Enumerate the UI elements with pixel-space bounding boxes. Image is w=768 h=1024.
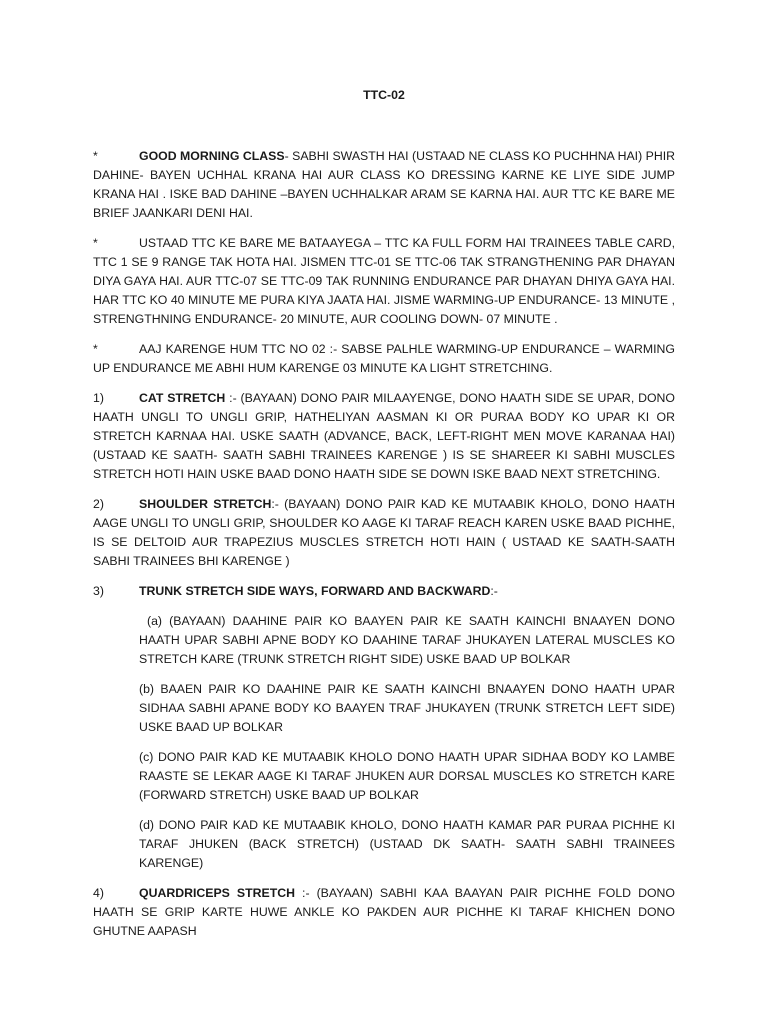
warmup-paragraph xyxy=(93,340,675,378)
item-number: 1) xyxy=(93,391,104,405)
item-text: :- (BAYAAN) DONO PAIR KAD KE MUTAABIK KHOLO, DONO HAATH AAGE UNGLI TO UNGLI GRIP, SHOULDER KO AAGE KI TARAF REACH KAREN USKE BAAD PICHHE, IS SE DELTOID AUR TRAPEZIUS MUSCLES STRETCH HOTI HAIN ( USTAAD KE SAATH-SAATH SABHI TRAINEES BHI KARENGE ) xyxy=(93,497,675,568)
sub-item-d: (d) DONO PAIR KAD KE MUTAABIK KHOLO, DONO HAATH KAMAR PAR PURAA PICHHE KI TARAF JHUKEN (BACK STRETCH) (USTAAD DK SAATH- SAATH SABHI TRAINEES KARENGE) xyxy=(139,818,675,870)
paragraph-text: USTAAD TTC KE BARE ME BATAAYEGA – TTC KA FULL FORM HAI TRAINEES TABLE CARD, TTC 1 SE 9 RANGE TAK HOTA HAI. JISMEN TTC-01 SE TTC-06 TAK STRANGTHENING PAR DHAYAN DIYA GAYA HAI. AUR TTC-07 SE TTC-09 TAK RUNNING ENDURANCE PAR DHAYAN DHIYA GAYA HAI. HAR TTC KO 40 MINUTE ME PURA KIYA JAATA HAI. JISME WARMING-UP ENDURANCE- 13 MINUTE , STRENGTHNING ENDURANCE- 20 MINUTE, AUR COOLING DOWN- 07 MINUTE . xyxy=(93,236,675,326)
document-page xyxy=(93,86,675,952)
sub-item-a: (a) (BAYAAN) DAAHINE PAIR KO BAAYEN PAIR KE SAATH KAINCHI BNAAYEN DONO HAATH UPAR SABHI APNE BODY KO DAAHINE TARAF JHUKAYEN LATERAL MUSCLES KO STRETCH KARE (TRUNK STRETCH RIGHT SIDE) USKE BAAD UP BOLKAR xyxy=(139,614,675,666)
quadriceps-stretch-item xyxy=(93,884,675,941)
bullet-marker: * xyxy=(93,342,98,356)
page-title: TTC-02 xyxy=(363,88,405,102)
cat-stretch-item xyxy=(93,389,675,484)
paragraph-text: - SABHI SWASTH HAI (USTAAD NE CLASS KO PUCHHNA HAI) PHIR DAHINE- BAYEN UCHHAL KRANA HAI AUR CLASS KO DRESSING KARNE KE LIYE SIDE JUMP KRANA HAI . ISKE BAD DAHINE –BAYEN UCHHALKAR ARAM SE KARNA HAI. AUR TTC KE BARE ME BRIEF JAANKARI DENI HAI. xyxy=(93,149,675,220)
item-text: :- (BAYAAN) SABHI KAA BAAYAN PAIR PICHHE FOLD DONO HAATH SE GRIP KARTE HUWE ANKLE KO PAKDEN AUR PICHHE KI TARAF KHICHEN DONO GHUTNE AAPASH xyxy=(93,886,675,938)
sub-item-c: (c) DONO PAIR KAD KE MUTAABIK KHOLO DONO HAATH UPAR SIDHAA BODY KO LAMBE RAASTE SE LEKAR AAGE KI TARAF JHUKEN AUR DORSAL MUSCLES KO STRETCH KARE (FORWARD STRETCH) USKE BAAD UP BOLKAR xyxy=(139,750,675,802)
item-number: 4) xyxy=(93,886,104,900)
item-number: 3) xyxy=(93,584,104,598)
ttc-info-paragraph xyxy=(93,234,675,329)
intro-paragraph xyxy=(93,147,675,223)
item-heading: QUARDRICEPS STRETCH xyxy=(139,886,295,900)
item-text: :- xyxy=(490,584,498,598)
paragraph-heading: GOOD MORNING CLASS xyxy=(139,149,285,163)
item-number: 2) xyxy=(93,497,104,511)
item-heading: TRUNK STRETCH SIDE WAYS, FORWARD AND BACKWARD xyxy=(139,584,491,598)
shoulder-stretch-item xyxy=(93,495,675,571)
trunk-stretch-item xyxy=(93,582,675,601)
bullet-marker: * xyxy=(93,236,98,250)
paragraph-text: AAJ KARENGE HUM TTC NO 02 :- SABSE PALHLE WARMING-UP ENDURANCE – WARMING UP ENDURANCE ME ABHI HUM KARENGE 03 MINUTE KA LIGHT STRETCHING. xyxy=(93,342,675,375)
item-heading: SHOULDER STRETCH xyxy=(139,497,272,511)
sub-item-b: (b) BAAEN PAIR KO DAAHINE PAIR KE SAATH KAINCHI BNAAYEN DONO HAATH UPAR SIDHAA SABHI APANE BODY KO BAAYEN TRAF JHUKAYEN (TRUNK STRETCH LEFT SIDE) USKE BAAD UP BOLKAR xyxy=(139,682,675,734)
item-heading: CAT STRETCH xyxy=(139,391,226,405)
item-text: :- (BAYAAN) DONO PAIR MILAAYENGE, DONO HAATH SIDE SE UPAR, DONO HAATH UNGLI TO UNGLI GRIP, HATHELIYAN AASMAN KI OR PURAA BODY KO UPAR KI OR STRETCH KARNAA HAI. USKE SAATH (ADVANCE, BACK, LEFT-RIGHT MEN MOVE KARANAA HAI) (USTAAD KE SAATH- SAATH SABHI TRAINEES KARENGE ) IS SE SHAREER KI SABHI MUSCLES STRETCH HOTI HAIN USKE BAAD DONO HAATH SIDE SE DOWN ISKE BAAD NEXT STRETCHING. xyxy=(93,391,675,481)
bullet-marker: * xyxy=(93,149,98,163)
